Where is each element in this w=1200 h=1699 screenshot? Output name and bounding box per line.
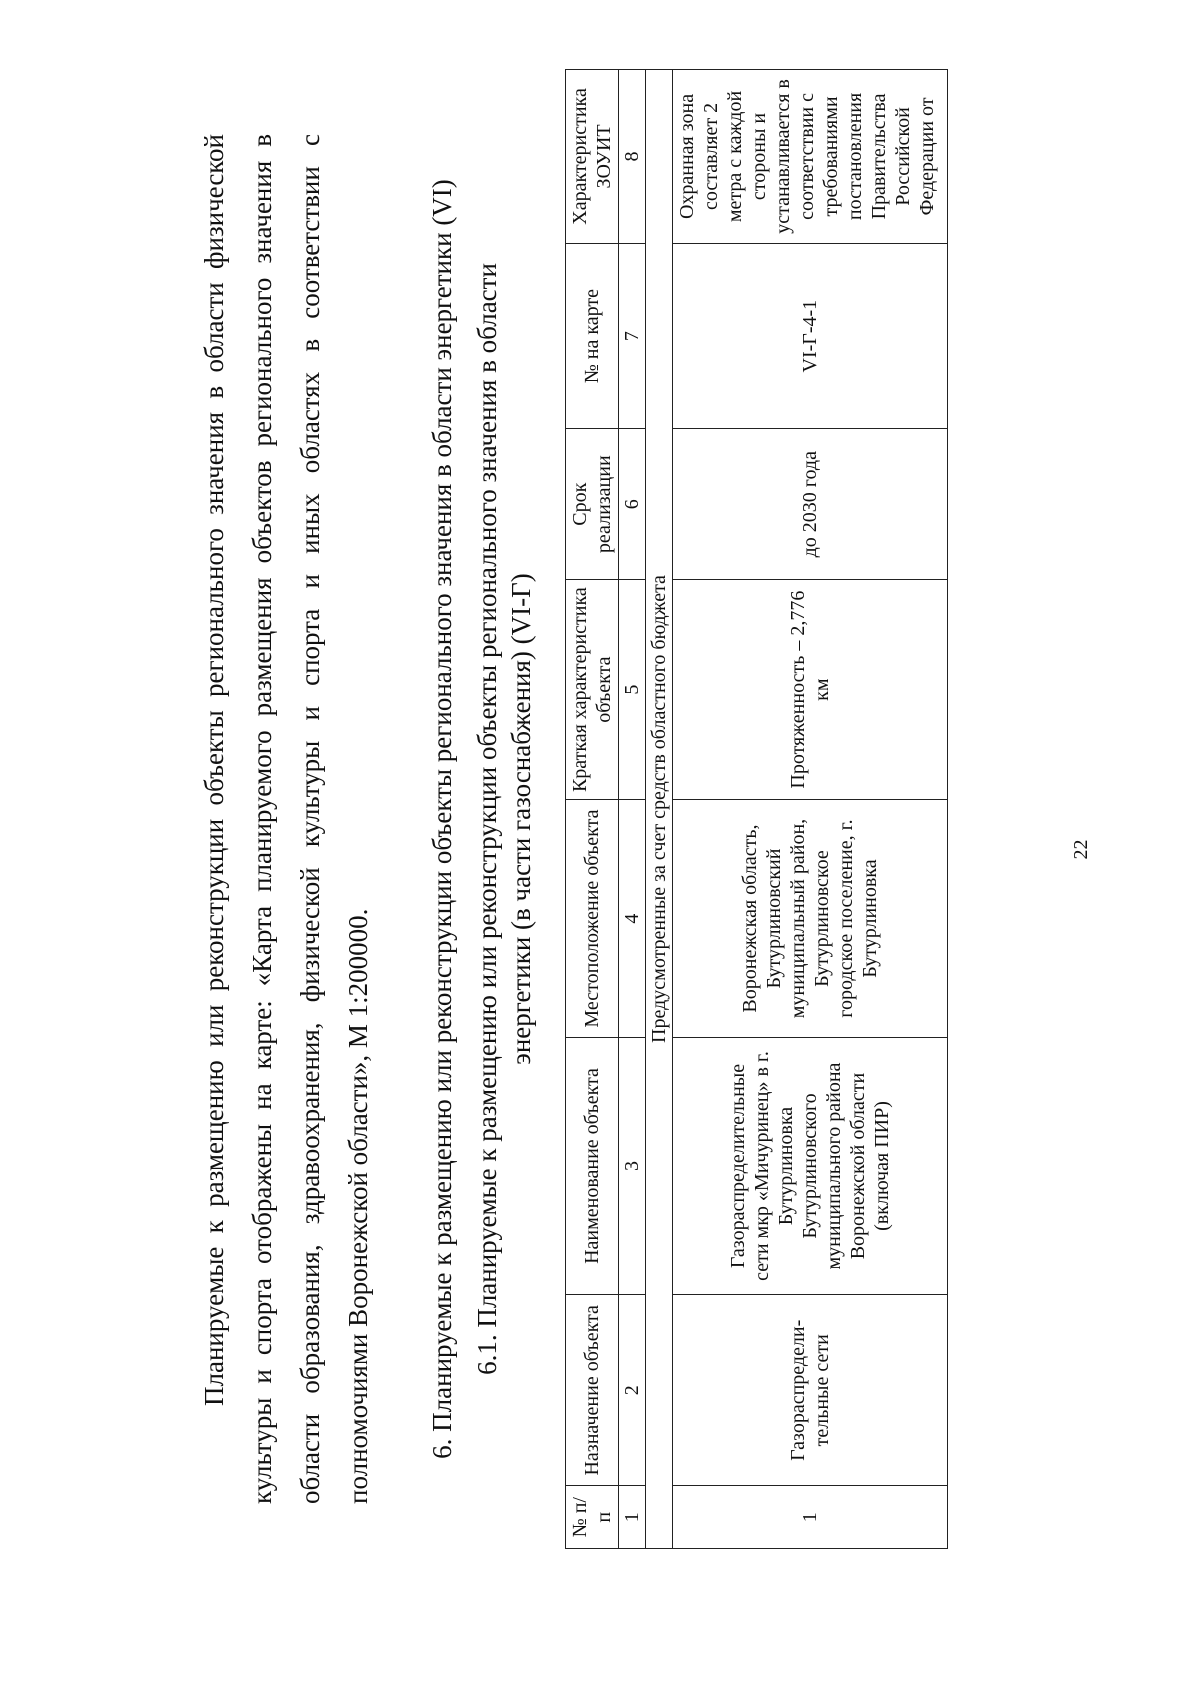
table-row [673, 70, 948, 1549]
section-title: 6. Планируемые к размещению или реконструкции объекты регионального значения в области энергетики (VI) [427, 179, 457, 1459]
header-cell: № на карте [566, 243, 619, 428]
row-number: 1 [673, 1486, 948, 1549]
column-number: 1 [619, 1486, 646, 1549]
page-number: 22 [1070, 839, 1092, 860]
column-number: 3 [619, 1037, 646, 1294]
column-number-row [619, 70, 646, 1549]
row-zouit: Охранная зона составляет 2 метра с каждой стороны и устанавливается в соответствии с требованиями постановления Правительства Российской Федерации от [673, 70, 948, 244]
column-number: 8 [619, 70, 646, 244]
subsection-title: 6.1. Планируемые к размещению или реконструкции объекты регионального значения в области энергетики (в части газоснабжения) (VI-Г) [472, 263, 536, 1375]
header-cell: Характеристика ЗОУИТ [566, 70, 619, 244]
header-row [566, 70, 619, 1549]
column-number: 4 [619, 800, 646, 1038]
header-cell: Наименование объекта [566, 1037, 619, 1294]
row-characteristic: Протяженность – 2,776 км [673, 580, 948, 800]
section-label: Предусмотренные за счет средств областного бюджета [646, 70, 673, 1549]
row-map-number: VI-Г-4-1 [673, 243, 948, 428]
header-cell: Назначение объекта [566, 1295, 619, 1486]
row-location: Воронежская область, Бутурлиновский муниципальный район, Бутурлиновское городское поселение, г. Бутурлиновка [673, 800, 948, 1038]
column-number: 7 [619, 243, 646, 428]
row-deadline: до 2030 года [673, 429, 948, 580]
column-number: 6 [619, 429, 646, 580]
header-cell: Краткая характеристика объекта [566, 580, 619, 800]
section-row [646, 70, 673, 1549]
intro-paragraph: Планируемые к размещению или реконструкции объекты регионального значения в области физической культуры и спорта отображены на карте: «Карта планируемого размещения объектов регионального значения в области образования, здравоохранения, физической культуры и спорта и иных областях в соответствии с полномочиями Воронежской области», М 1:200000. [199, 134, 373, 1504]
header-cell: Срок реализации [566, 429, 619, 580]
column-number: 5 [619, 580, 646, 800]
header-cell: Местоположение объекта [566, 800, 619, 1038]
row-purpose: Газораспредели-тельные сети [673, 1295, 948, 1486]
row-name: Газораспределительные сети мкр «Мичуринец» в г. Бутурлиновка Бутурлиновского муниципального района Воронежской области (включая ПИР) [673, 1037, 948, 1294]
column-number: 2 [619, 1295, 646, 1486]
objects-table [565, 69, 948, 1549]
header-cell: № п/п [566, 1486, 619, 1549]
